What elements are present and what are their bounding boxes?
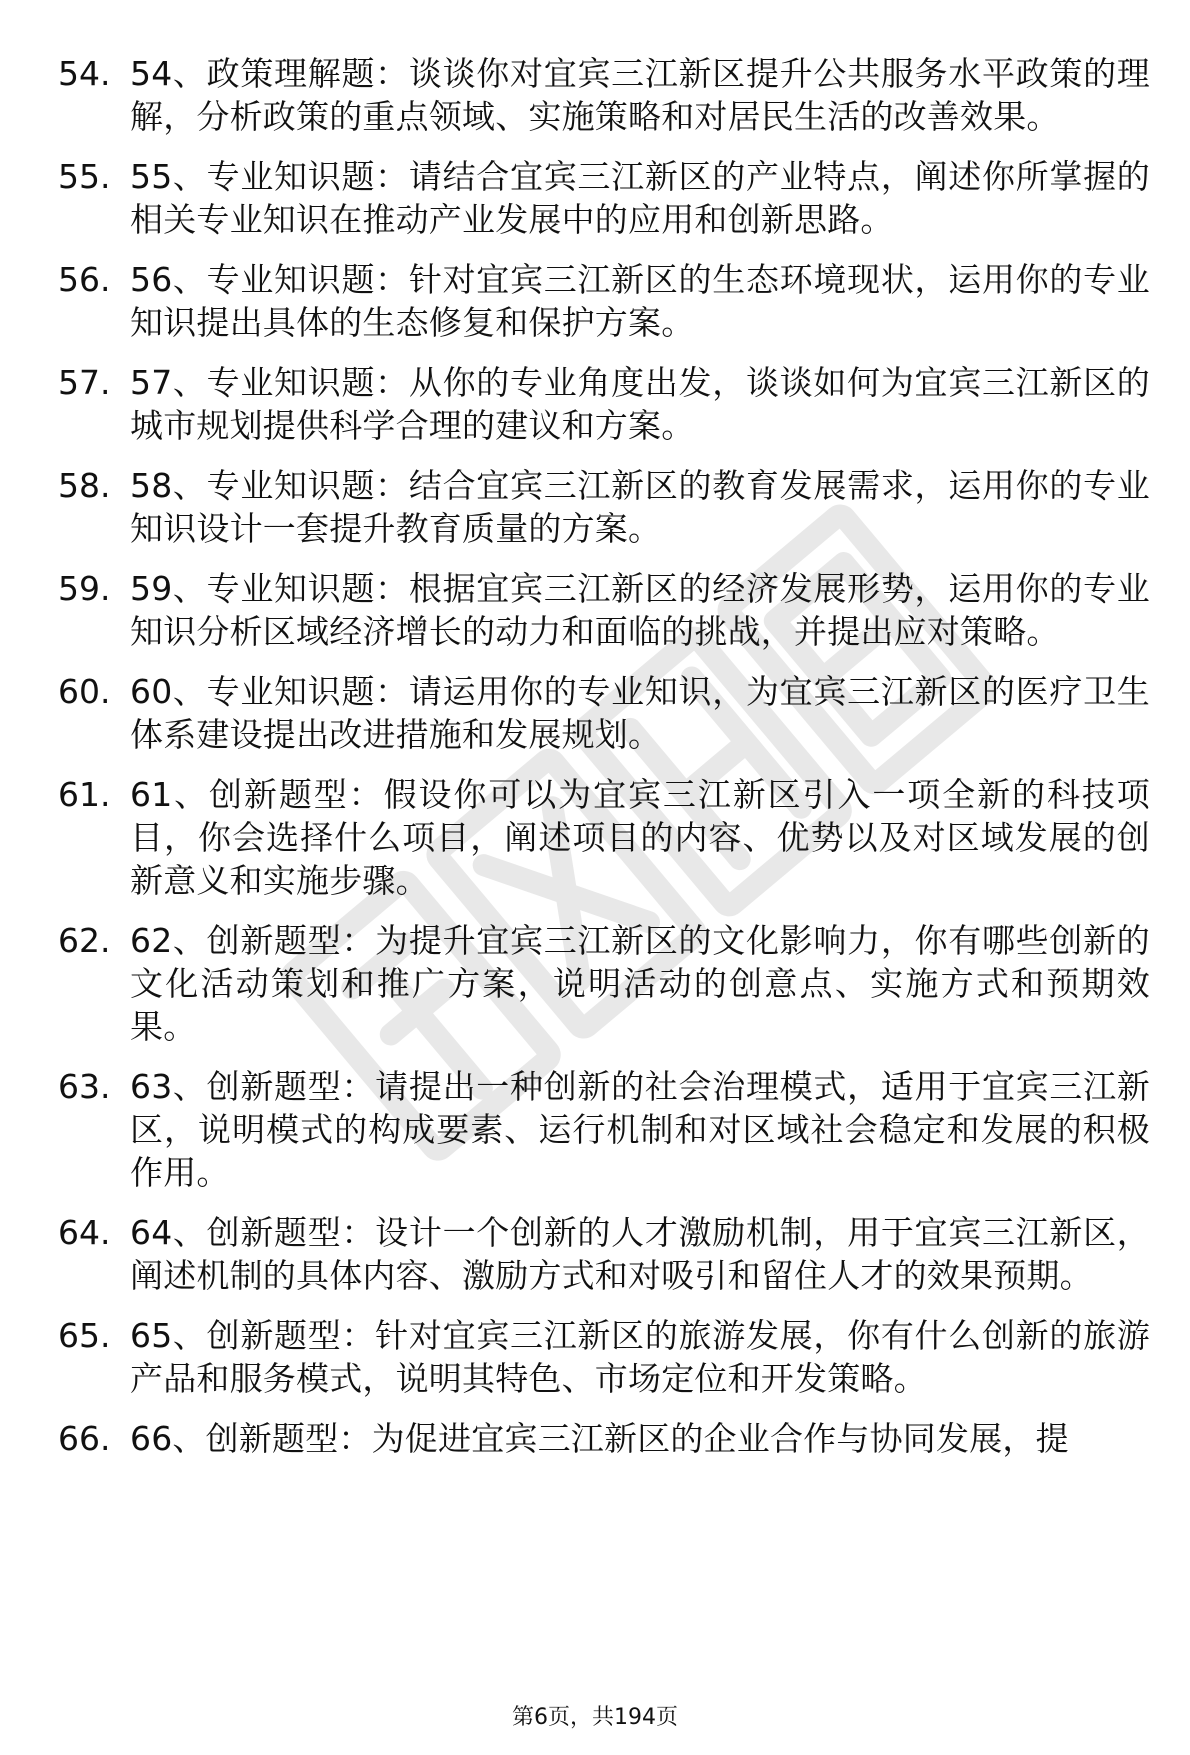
question-number: 62. xyxy=(58,921,111,960)
question-item xyxy=(58,464,1150,550)
question-number: 55. xyxy=(58,157,111,196)
question-number: 64. xyxy=(58,1213,111,1252)
question-number: 57. xyxy=(58,363,111,402)
question-item xyxy=(58,1314,1150,1400)
question-item xyxy=(58,1065,1150,1194)
question-text: 62、创新题型：为提升宜宾三江新区的文化影响力，你有哪些创新的文化活动策划和推广方案，说明活动的创意点、实施方式和预期效果。 xyxy=(130,921,1150,1046)
question-text: 59、专业知识题：根据宜宾三江新区的经济发展形势，运用你的专业知识分析区域经济增长的动力和面临的挑战，并提出应对策略。 xyxy=(130,569,1150,651)
question-item xyxy=(58,361,1150,447)
question-text: 66、创新题型：为促进宜宾三江新区的企业合作与协同发展，提 xyxy=(130,1419,1069,1458)
question-text: 55、专业知识题：请结合宜宾三江新区的产业特点，阐述你所掌握的相关专业知识在推动产业发展中的应用和创新思路。 xyxy=(130,157,1150,239)
question-text: 61、创新题型：假设你可以为宜宾三江新区引入一项全新的科技项目，你会选择什么项目，阐述项目的内容、优势以及对区域发展的创新意义和实施步骤。 xyxy=(130,775,1150,900)
page-number-footer: 第6页，共194页 xyxy=(512,1705,678,1730)
question-text: 63、创新题型：请提出一种创新的社会治理模式，适用于宜宾三江新区，说明模式的构成要素、运行机制和对区域社会稳定和发展的积极作用。 xyxy=(130,1067,1150,1192)
question-number: 65. xyxy=(58,1316,111,1355)
question-item xyxy=(58,258,1150,344)
question-text: 65、创新题型：针对宜宾三江新区的旅游发展，你有什么创新的旅游产品和服务模式，说明其特色、市场定位和开发策略。 xyxy=(130,1316,1150,1398)
question-item xyxy=(58,155,1150,241)
question-number: 56. xyxy=(58,260,111,299)
question-text: 54、政策理解题：谈谈你对宜宾三江新区提升公共服务水平政策的理解，分析政策的重点领域、实施策略和对居民生活的改善效果。 xyxy=(130,54,1150,136)
question-text: 57、专业知识题：从你的专业角度出发，谈谈如何为宜宾三江新区的城市规划提供科学合理的建议和方案。 xyxy=(130,363,1150,445)
question-item xyxy=(58,52,1150,138)
question-item xyxy=(58,567,1150,653)
question-item xyxy=(58,773,1150,902)
question-text: 58、专业知识题：结合宜宾三江新区的教育发展需求，运用你的专业知识设计一套提升教育质量的方案。 xyxy=(130,466,1150,548)
question-number: 59. xyxy=(58,569,111,608)
question-number: 60. xyxy=(58,672,111,711)
question-item xyxy=(58,670,1150,756)
question-text: 56、专业知识题：针对宜宾三江新区的生态环境现状，运用你的专业知识提出具体的生态修复和保护方案。 xyxy=(130,260,1150,342)
question-number: 66. xyxy=(58,1419,111,1458)
question-number: 58. xyxy=(58,466,111,505)
question-item xyxy=(58,1211,1150,1297)
question-number: 61. xyxy=(58,775,111,814)
question-text: 64、创新题型：设计一个创新的人才激励机制，用于宜宾三江新区，阐述机制的具体内容、激励方式和对吸引和留住人才的效果预期。 xyxy=(130,1213,1150,1295)
question-item xyxy=(58,1417,1150,1460)
question-text: 60、专业知识题：请运用你的专业知识，为宜宾三江新区的医疗卫生体系建设提出改进措施和发展规划。 xyxy=(130,672,1150,754)
question-item xyxy=(58,919,1150,1048)
question-number: 54. xyxy=(58,54,111,93)
question-list xyxy=(58,52,1150,1477)
question-number: 63. xyxy=(58,1067,111,1106)
